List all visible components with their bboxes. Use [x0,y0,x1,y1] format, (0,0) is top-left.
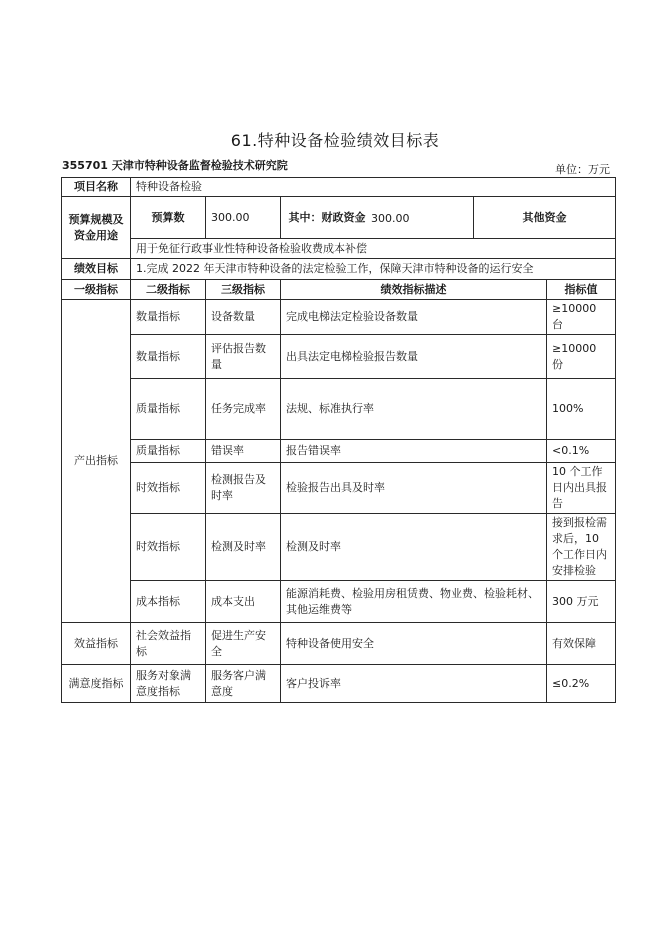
satisfaction-desc: 客户投诉率 [281,665,547,703]
level3-cell: 任务完成率 [206,379,281,440]
header-level3: 三级指标 [206,280,281,300]
level2-cell: 成本指标 [131,581,206,623]
level2-cell: 数量指标 [131,335,206,379]
level2-cell: 数量指标 [131,300,206,335]
satisfaction-value: ≤0.2% [547,665,616,703]
budget-row [62,197,616,239]
level2-cell: 质量指标 [131,440,206,463]
project-row [62,178,616,197]
level3-cell: 检测报告及时率 [206,463,281,514]
header-desc: 绩效指标描述 [281,280,547,300]
benefit-row [62,623,616,665]
level3-cell: 检测及时率 [206,514,281,581]
table-row [62,463,616,514]
level3-cell: 错误率 [206,440,281,463]
benefit-level1: 效益指标 [62,623,131,665]
value-cell: <0.1% [547,440,616,463]
level3-cell: 成本支出 [206,581,281,623]
desc-cell: 报告错误率 [281,440,547,463]
table-row [62,440,616,463]
satisfaction-level1: 满意度指标 [62,665,131,703]
satisfaction-level3: 服务客户满意度 [206,665,281,703]
goal-label: 绩效目标 [62,259,131,280]
output-label: 产出指标 [62,300,131,623]
value-cell: ≥10000 份 [547,335,616,379]
benefit-level3: 促进生产安全 [206,623,281,665]
desc-cell: 法规、标准执行率 [281,379,547,440]
benefit-level2: 社会效益指标 [131,623,206,665]
budget-total-value: 300.00 [206,197,281,239]
desc-cell: 完成电梯法定检验设备数量 [281,300,547,335]
level3-cell: 评估报告数量 [206,335,281,379]
level2-cell: 时效指标 [131,514,206,581]
budget-purpose: 用于免征行政事业性特种设备检验收费成本补偿 [131,239,616,259]
budget-fiscal-label: 其中：财政资金 [281,197,474,239]
satisfaction-row [62,665,616,703]
goal-value: 1.完成 2022 年天津市特种设备的法定检验工作，保障天津市特种设备的运行安全 [131,259,616,280]
table-row [62,581,616,623]
table-row [62,300,616,335]
header-row [62,280,616,300]
benefit-value: 有效保障 [547,623,616,665]
budget-label: 预算规模及资金用途 [62,197,131,259]
project-value: 特种设备检验 [131,178,616,197]
value-cell: 接到报检需求后，10 个工作日内安排检验 [547,514,616,581]
value-cell: 10 个工作日内出具报告 [547,463,616,514]
unit-label: 单位：万元 [555,163,610,176]
value-cell: ≥10000 台 [547,300,616,335]
budget-other-label: 其他资金 [474,197,616,239]
project-label: 项目名称 [62,178,131,197]
satisfaction-level2: 服务对象满意度指标 [131,665,206,703]
budget-fiscal-value: 300.00 [371,212,410,225]
level3-cell: 设备数量 [206,300,281,335]
level2-cell: 质量指标 [131,379,206,440]
organization-name: 355701 天津市特种设备监督检验技术研究院 [62,159,288,172]
page-title: 61.特种设备检验绩效目标表 [230,131,440,150]
budget-total-label: 预算数 [131,197,206,239]
budget-purpose-row [62,239,616,259]
level2-cell: 时效指标 [131,463,206,514]
header-level1: 一级指标 [62,280,131,300]
desc-cell: 检验报告出具及时率 [281,463,547,514]
value-cell: 100% [547,379,616,440]
goal-row [62,259,616,280]
table-row [62,335,616,379]
desc-cell: 检测及时率 [281,514,547,581]
desc-cell: 出具法定电梯检验报告数量 [281,335,547,379]
performance-table [61,177,616,703]
benefit-desc: 特种设备使用安全 [281,623,547,665]
table-row [62,379,616,440]
value-cell: 300 万元 [547,581,616,623]
header-value: 指标值 [547,280,616,300]
table-row [62,514,616,581]
header-level2: 二级指标 [131,280,206,300]
desc-cell: 能源消耗费、检验用房租赁费、物业费、检验耗材、其他运维费等 [281,581,547,623]
